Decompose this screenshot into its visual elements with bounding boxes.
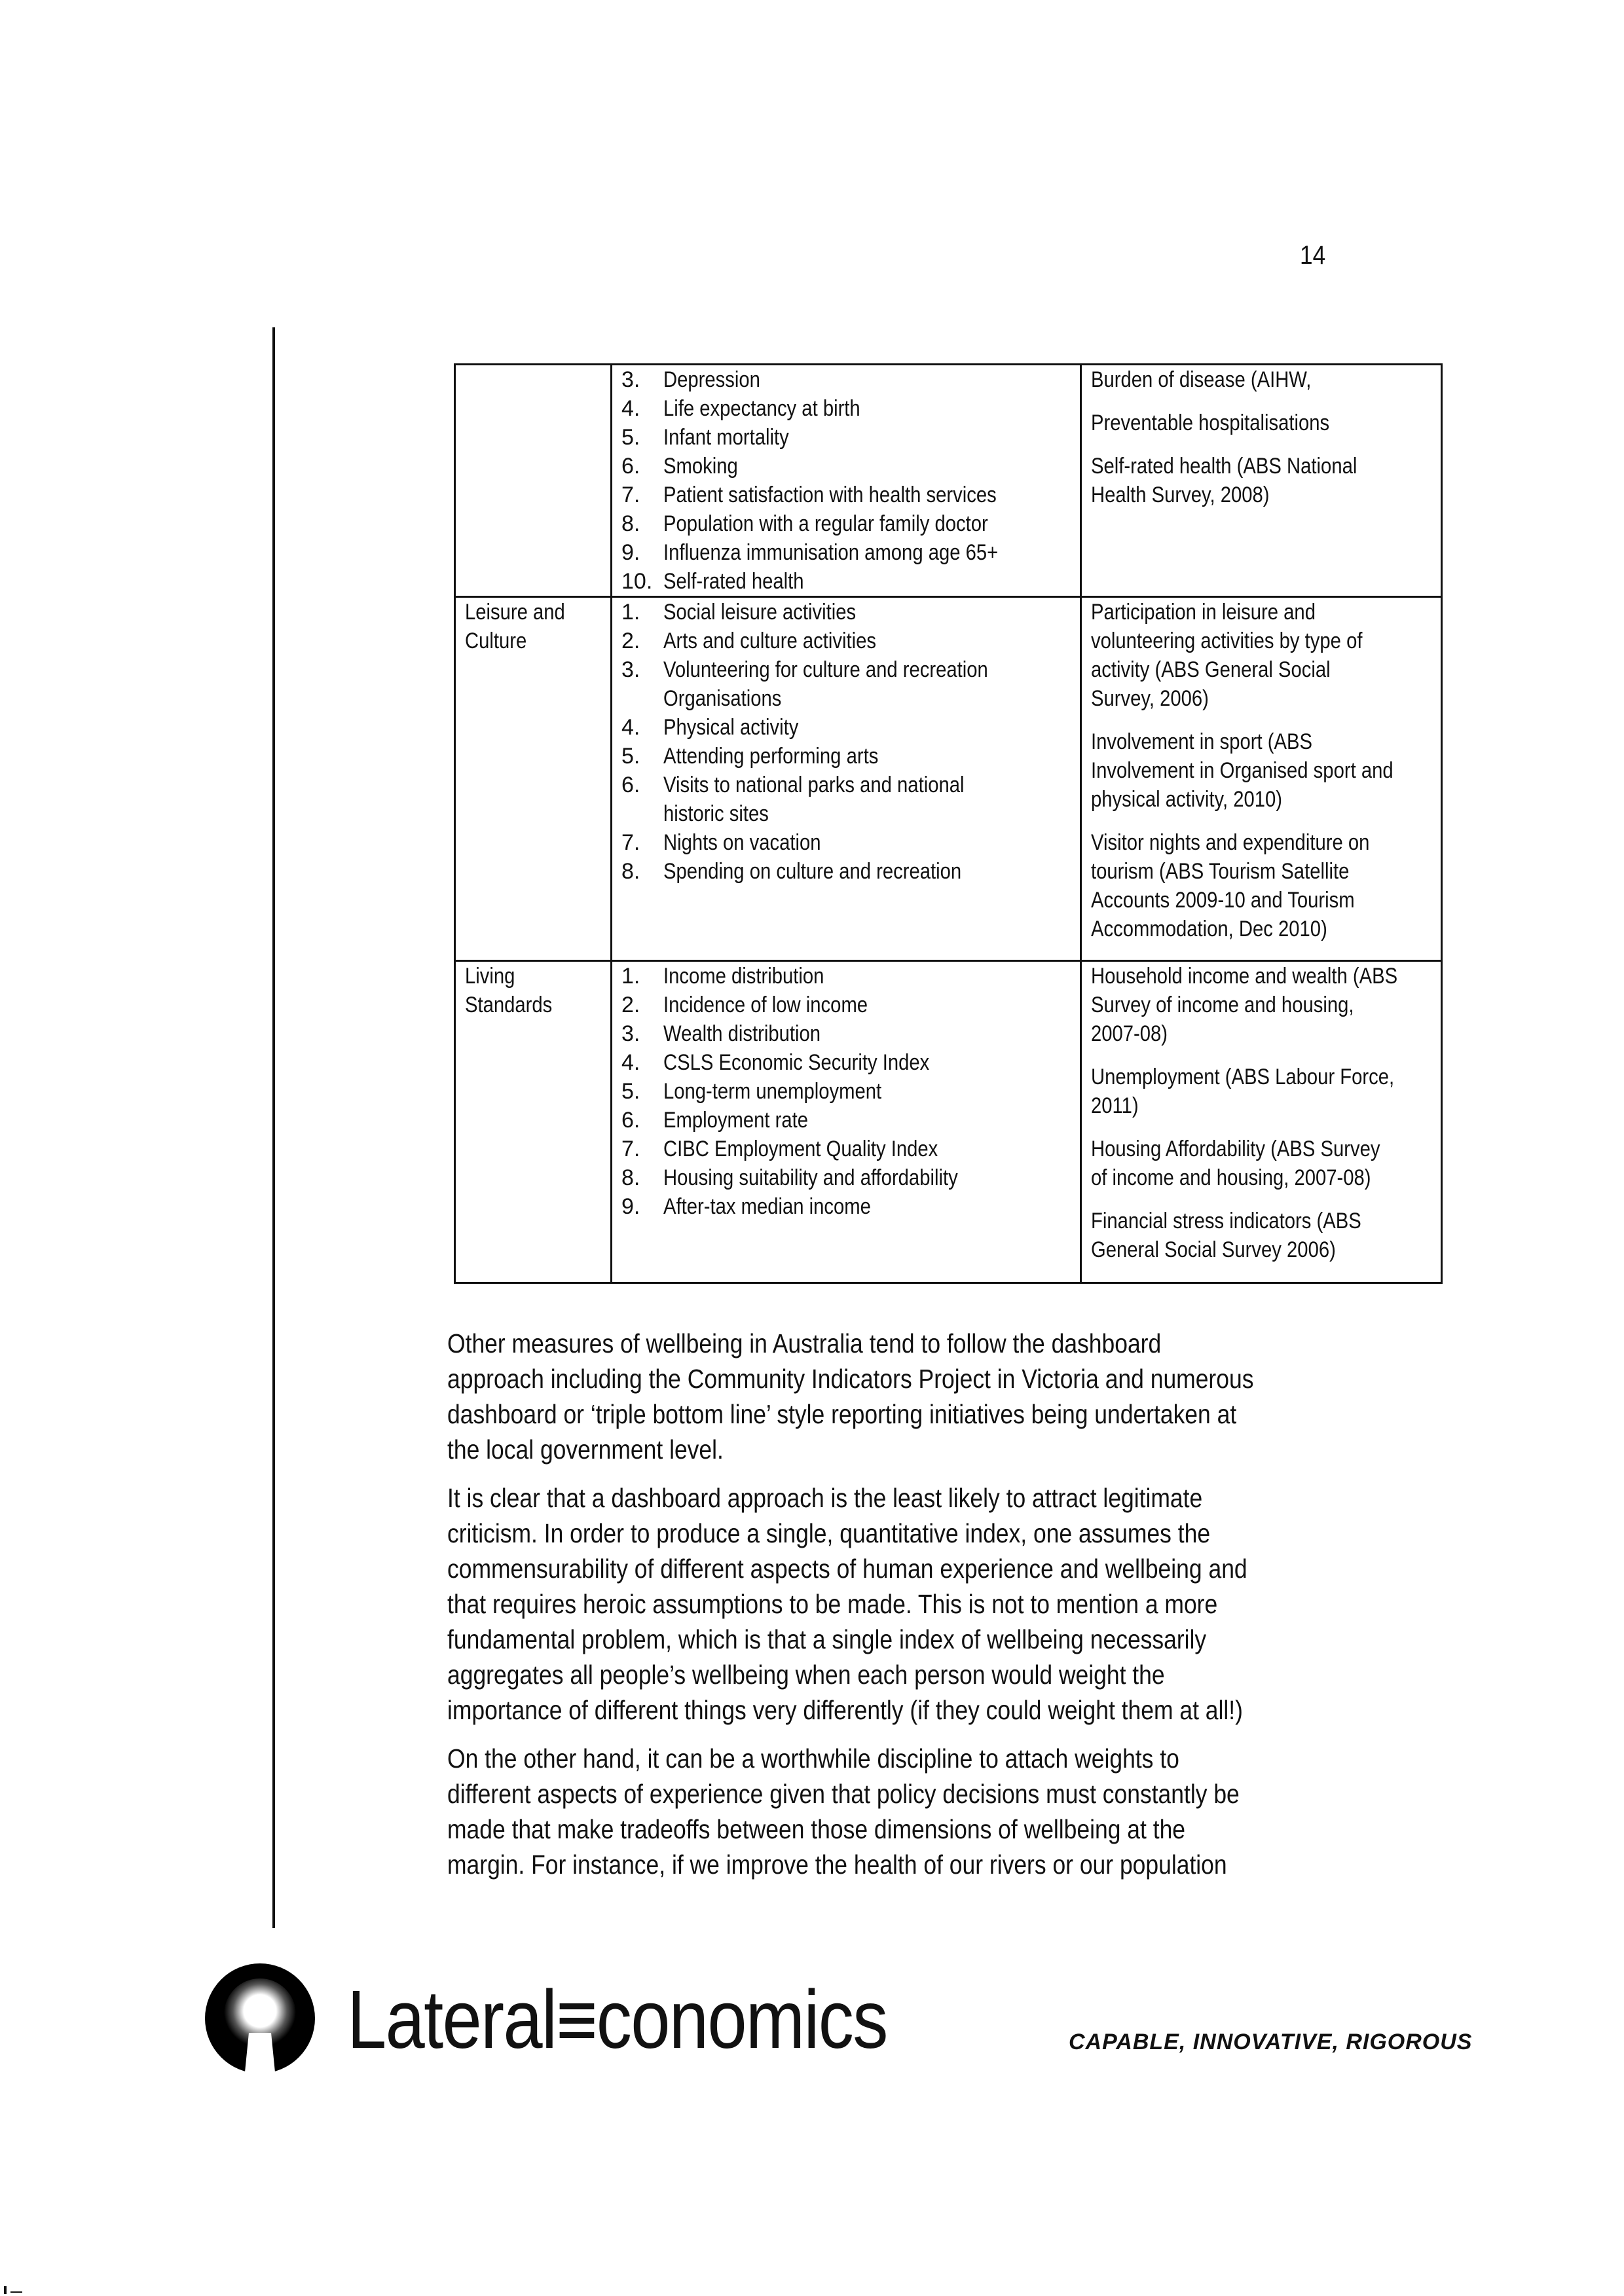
item-text: Volunteering for culture and recreation: [663, 657, 988, 682]
item-text: Housing suitability and affordability: [663, 1165, 958, 1190]
item-number: 1.: [621, 964, 640, 989]
list-item: [621, 828, 1073, 857]
item-text: Depression: [663, 367, 760, 392]
item-text-continued: historic sites: [663, 801, 769, 826]
data-source: Burden of disease (AIHW,: [1091, 367, 1312, 392]
scan-artifact: [10, 2291, 22, 2293]
lateral-economics-logo-icon: [203, 1961, 318, 2085]
item-number: 7.: [621, 830, 640, 855]
list-item: [621, 1192, 1073, 1221]
data-source: Self-rated health (ABS National Health Survey, 2008): [1091, 454, 1357, 507]
item-number: 8.: [621, 511, 640, 536]
list-item: [621, 538, 1073, 567]
list-item: [621, 1019, 1073, 1048]
list-item: [621, 713, 1073, 742]
item-number: 4.: [621, 715, 640, 740]
data-source: Housing Affordability (ABS Survey of income and housing, 2007-08): [1091, 1137, 1380, 1190]
data-source: Preventable hospitalisations: [1091, 410, 1330, 435]
margin-rule: [272, 327, 275, 1928]
list-item: [621, 991, 1073, 1019]
indicator-list: [621, 962, 1073, 1221]
item-number: 9.: [621, 540, 640, 565]
data-source: Unemployment (ABS Labour Force, 2011): [1091, 1065, 1395, 1118]
paragraph: Other measures of wellbeing in Australia tend to follow the dashboard approach including the Community Indicators Project in Victoria and numerous dashboard or ‘triple bottom line’ style reporting initiatives being undertaken at the local government level.: [447, 1328, 1254, 1465]
page-number: 14: [1300, 241, 1326, 270]
item-text: Life expectancy at birth: [663, 396, 860, 421]
item-number: 3.: [621, 1021, 640, 1046]
list-item: [621, 857, 1073, 886]
data-source: Participation in leisure and volunteering activities by type of activity (ABS General Social Survey, 2006): [1091, 600, 1363, 711]
item-text: Incidence of low income: [663, 993, 868, 1017]
table-row: [455, 365, 1442, 597]
item-number: 8.: [621, 859, 640, 884]
list-item: [621, 1163, 1073, 1192]
item-number: 9.: [621, 1194, 640, 1219]
scan-artifact: [4, 2286, 7, 2294]
data-source-cell: [1081, 961, 1442, 1283]
list-item: [621, 1135, 1073, 1163]
item-number: 8.: [621, 1165, 640, 1190]
item-text: Influenza immunisation among age 65+: [663, 540, 999, 565]
item-text: Social leisure activities: [663, 600, 857, 625]
brand-name: Lateral≡conomics: [347, 1973, 887, 2066]
body-text: [447, 1326, 1351, 1895]
paragraph: On the other hand, it can be a worthwhile discipline to attach weights to different aspects of experience given that policy decisions must constantly be made that make tradeoffs between those dimensions of wellbeing at the margin. For instance, if we improve the health of our rivers or our population: [447, 1743, 1240, 1880]
item-text: CIBC Employment Quality Index: [663, 1137, 938, 1161]
item-number: 7.: [621, 483, 640, 507]
item-number: 10.: [621, 569, 653, 594]
list-item: [621, 1106, 1073, 1135]
item-number: 5.: [621, 1079, 640, 1104]
item-number: 1.: [621, 600, 640, 625]
item-text: Employment rate: [663, 1108, 809, 1133]
list-item: [621, 627, 1073, 655]
list-item: [621, 771, 1073, 828]
item-text: Spending on culture and recreation: [663, 859, 962, 884]
item-text: Smoking: [663, 454, 738, 479]
indicators-table: [454, 363, 1443, 1284]
list-item: [621, 394, 1073, 423]
list-item: [621, 598, 1073, 627]
list-item: [621, 509, 1073, 538]
item-number: 4.: [621, 1050, 640, 1075]
item-number: 7.: [621, 1137, 640, 1161]
list-item: [621, 423, 1073, 452]
item-text: Arts and culture activities: [663, 629, 877, 653]
list-item: [621, 452, 1073, 481]
tagline: CAPABLE, INNOVATIVE, RIGOROUS: [1069, 2030, 1473, 2054]
list-item: [621, 1048, 1073, 1077]
item-text: Income distribution: [663, 964, 824, 989]
item-text: Wealth distribution: [663, 1021, 821, 1046]
data-source: Financial stress indicators (ABS General Social Survey 2006): [1091, 1209, 1361, 1262]
domain-label: Standards: [465, 993, 553, 1017]
domain-cell: [455, 961, 612, 1283]
list-item: [621, 481, 1073, 509]
data-source-cell: [1081, 597, 1442, 961]
item-number: 2.: [621, 993, 640, 1017]
list-item: [621, 742, 1073, 771]
item-number: 4.: [621, 396, 640, 421]
item-number: 3.: [621, 657, 640, 682]
table-row: [455, 597, 1442, 961]
item-text: Visits to national parks and national: [663, 773, 965, 797]
domain-label: Leisure and: [465, 600, 565, 625]
data-source: Household income and wealth (ABS Survey of income and housing, 2007-08): [1091, 964, 1398, 1046]
indicator-list: [621, 598, 1073, 886]
item-number: 6.: [621, 454, 640, 479]
item-text: Infant mortality: [663, 425, 789, 450]
item-text-continued: Organisations: [663, 686, 782, 711]
list-item: [621, 655, 1073, 713]
item-text: Long-term unemployment: [663, 1079, 882, 1104]
item-text: Self-rated health: [663, 569, 804, 594]
list-item: [621, 567, 1073, 596]
item-text: After-tax median income: [663, 1194, 871, 1219]
item-number: 5.: [621, 425, 640, 450]
item-number: 6.: [621, 773, 640, 797]
list-item: [621, 365, 1073, 394]
list-item: [621, 1077, 1073, 1106]
item-text: CSLS Economic Security Index: [663, 1050, 930, 1075]
item-text: Patient satisfaction with health services: [663, 483, 997, 507]
domain-cell: [455, 365, 612, 597]
indicator-list-cell: [612, 365, 1081, 597]
domain-label: Culture: [465, 629, 527, 653]
indicator-list-cell: [612, 597, 1081, 961]
item-number: 3.: [621, 367, 640, 392]
list-item: [621, 962, 1073, 991]
item-text: Nights on vacation: [663, 830, 821, 855]
indicator-list-cell: [612, 961, 1081, 1283]
item-text: Physical activity: [663, 715, 799, 740]
domain-cell: [455, 597, 612, 961]
item-text: Population with a regular family doctor: [663, 511, 988, 536]
data-source: Visitor nights and expenditure on tourism (ABS Tourism Satellite Accounts 2009-10 and Tourism Accommodation, Dec 2010): [1091, 830, 1370, 941]
paragraph: It is clear that a dashboard approach is the least likely to attract legitimate criticism. In order to produce a single, quantitative index, one assumes the commensurability of different aspects of human experience and wellbeing and that requires heroic assumptions to be made. This is not to mention a more fundamental problem, which is that a single index of wellbeing necessarily aggregates all people’s wellbeing when each person would weight the importance of different things very differently (if they could weight them at all!): [447, 1483, 1247, 1725]
item-number: 2.: [621, 629, 640, 653]
table-row: [455, 961, 1442, 1283]
indicator-list: [621, 365, 1073, 596]
item-number: 6.: [621, 1108, 640, 1133]
data-source-cell: [1081, 365, 1442, 597]
item-text: Attending performing arts: [663, 744, 879, 769]
domain-label: Living: [465, 964, 515, 989]
data-source: Involvement in sport (ABS Involvement in Organised sport and physical activity, 2010): [1091, 729, 1393, 812]
item-number: 5.: [621, 744, 640, 769]
